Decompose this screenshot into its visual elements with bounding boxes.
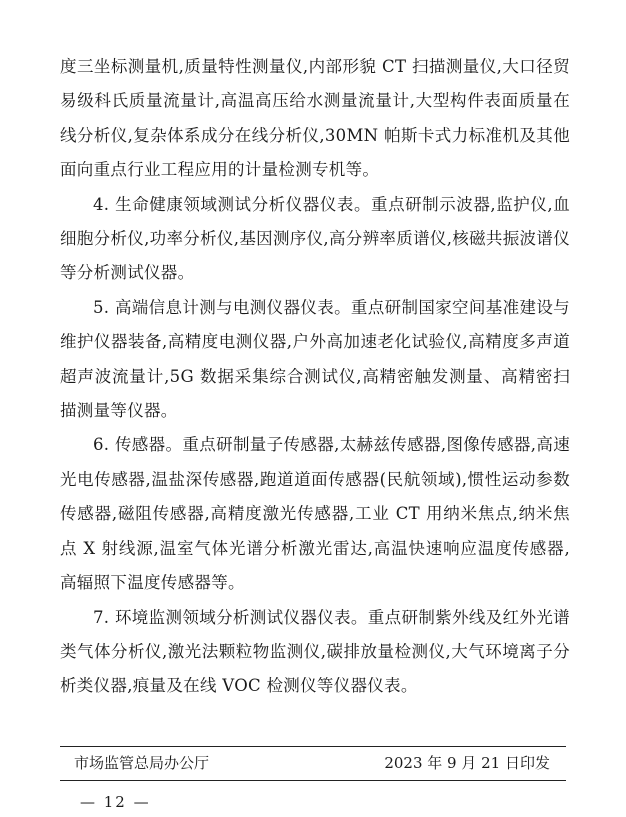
page-number: — 12 — xyxy=(80,793,151,811)
paragraph-5: 5. 高端信息计测与电测仪器仪表。重点研制国家空间基准建设与维护仪器装备,高精度电测仪器,户外高加速老化试验仪,高精度多声道超声波流量计,5G 数据采集综合测试仪,高精密触发测量、高精密扫描测量等仪器。 xyxy=(60,297,570,421)
footer-date: 2023 年 9 月 21 日印发 xyxy=(384,754,550,772)
footer-issuer: 市场监管总局办公厅 xyxy=(74,754,210,772)
paragraph-7: 7. 环境监测领域分析测试仪器仪表。重点研制紫外线及红外光谱类气体分析仪,激光法颗粒物监测仪,碳排放量检测仪,大气环境离子分析类仪器,痕量及在线 VOC 检测仪等仪器仪表。 xyxy=(60,607,570,696)
paragraph-4: 4. 生命健康领域测试分析仪器仪表。重点研制示波器,监护仪,血细胞分析仪,功率分析仪,基因测序仪,高分辨率质谱仪,核磁共振波谱仪等分析测试仪器。 xyxy=(60,194,570,283)
body-text xyxy=(60,50,570,704)
footer-top-rule xyxy=(60,746,566,747)
continuation-paragraph: 度三坐标测量机,质量特性测量仪,内部形貌 CT 扫描测量仪,大口径贸易级科氏质量流量计,高温高压给水测量流量计,大型构件表面质量在线分析仪,复杂体系成分在线分析仪,30MN 帕斯卡式力标准机及其他面向重点行业工程应用的计量检测专机等。 xyxy=(60,57,570,180)
paragraph-6: 6. 传感器。重点研制量子传感器,太赫兹传感器,图像传感器,高速光电传感器,温盐深传感器,跑道道面传感器(民航领域),惯性运动参数传感器,磁阻传感器,高精度激光传感器,工业 CT 用纳米焦点,纳米焦点 X 射线源,温室气体光谱分析激光雷达,高温快速响应温度传感器,高辐照下温度传感器等。 xyxy=(60,435,570,593)
footer-bottom-rule xyxy=(60,780,566,781)
